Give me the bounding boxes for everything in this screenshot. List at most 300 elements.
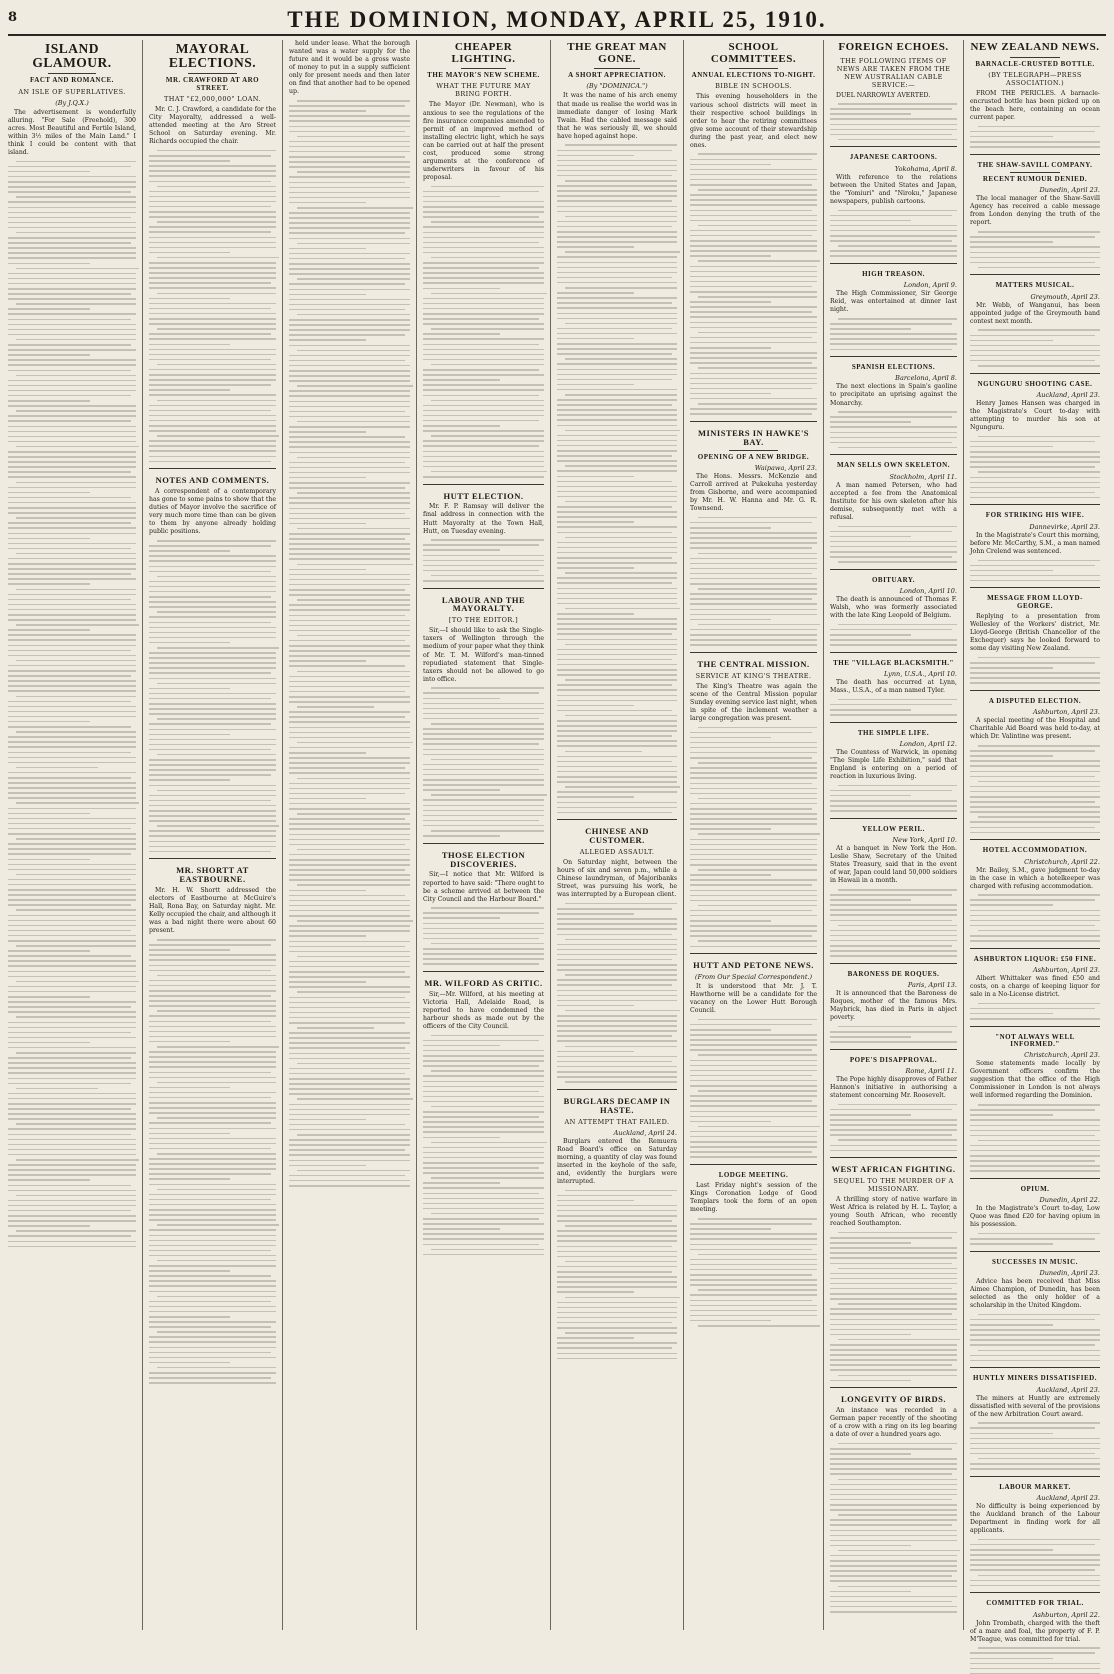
article-text-lines — [423, 1035, 544, 1256]
article-subhead: AN ISLE OF SUPERLATIVES. — [18, 87, 126, 96]
article — [830, 826, 957, 964]
article-lead-paragraph: Mr. Webb, of Wanganui, has been appointed judge of the Greymouth band contest next month. — [970, 301, 1100, 325]
article-body — [690, 473, 817, 646]
article-headline: COMMITTED FOR TRIAL. — [986, 1599, 1084, 1608]
article-body — [970, 1278, 1100, 1361]
article-kicker: BARNACLE-CRUSTED BOTTLE. — [975, 59, 1095, 68]
article-lead-paragraph: Sir,—Mr. Wilford, at his meeting at Victoria Hall, Adelaide Road, is reported to have condemned the harbour sheds as made out by the officers of the City Council. — [423, 990, 544, 1030]
article-body — [557, 859, 677, 1083]
article-dateline: Dannevirke, April 23. — [1029, 522, 1100, 531]
article — [289, 40, 410, 1187]
article — [970, 162, 1100, 276]
article-text-lines — [830, 526, 957, 563]
article-headline: NOTES AND COMMENTS. — [155, 475, 270, 486]
article-byline: (By J.Q.X.) — [55, 98, 89, 107]
article-lead-paragraph: At a banquet in New York the Hon. Leslie Shaw, Secretary of the United States Treasury, said that in the event of war, Japan could land 50,000 soldiers in Hawaii in a month. — [830, 845, 957, 885]
article-dateline: Paris, April 13. — [907, 981, 957, 990]
article-dateline: London, April 10. — [899, 587, 957, 596]
article-divider — [423, 588, 544, 589]
article-body — [830, 845, 957, 957]
article-body — [830, 482, 957, 563]
article-lead-paragraph: In the Magistrate's Court this morning, before Mr. McCarthy, S.M., a man named John Crelend was sentenced. — [970, 531, 1100, 555]
article — [970, 282, 1100, 373]
article-dateline: Ashburton, April 23. — [1032, 965, 1100, 974]
article-body — [970, 717, 1100, 833]
article-subhead: THAT "£2,000,000" LOAN. — [164, 95, 261, 104]
article-text-lines — [690, 517, 817, 646]
article-body — [830, 679, 957, 716]
article — [970, 847, 1100, 948]
article — [970, 595, 1100, 691]
column-2 — [142, 40, 282, 1630]
article-dateline: Ashburton, April 23. — [1032, 708, 1100, 717]
column-3 — [282, 40, 416, 1630]
article — [970, 381, 1100, 506]
article — [970, 698, 1100, 840]
article-headline: "NOT ALWAYS WELL INFORMED." — [995, 1032, 1075, 1048]
article-headline: A DISPUTED ELECTION. — [988, 696, 1082, 705]
headline-rule — [1010, 57, 1059, 58]
article-text-lines — [830, 1443, 957, 1613]
article-body — [970, 1395, 1100, 1470]
article-lead-paragraph: The miners at Huntly are extremely dissatisfied with several of the provisions of the new Arbitration Court award. — [970, 1394, 1100, 1418]
article-headline: SCHOOL COMMITTEES. — [710, 41, 797, 65]
column-6 — [683, 40, 823, 1630]
article-lead-paragraph: The death is announced of Thomas F. Walsh, who was formerly associated with the late King Leopold of Belgium. — [830, 596, 957, 620]
article-lead-paragraph: DUEL NARROWLY AVERTED. — [836, 91, 931, 99]
article-headline: MR. WILFORD AS CRITIC. — [424, 977, 543, 988]
article-headline: THOSE ELECTION DISCOVERIES. — [441, 849, 526, 869]
article-subhead: AN ATTEMPT THAT FAILED. — [564, 1117, 670, 1126]
article-text-lines — [149, 150, 276, 462]
article-dateline: Christchurch, April 22. — [1024, 857, 1100, 866]
article-lead-paragraph: The Hons. Messrs. McKenzie and Carroll arrived at Pukekuha yesterday from Gisborne, and were accompanied by Mr. H. W. Hanna and Mr. G. R. Townsend. — [690, 472, 817, 513]
newspaper-title: THE DOMINION, MONDAY, APRIL 25, 1910. — [287, 7, 827, 32]
article — [557, 827, 677, 1090]
article — [970, 42, 1100, 155]
article — [557, 1097, 677, 1359]
article — [970, 1484, 1100, 1594]
column-4 — [416, 40, 550, 1630]
article-dateline: Yokohama, April 8. — [894, 164, 957, 173]
article — [830, 42, 957, 147]
article-body — [830, 290, 957, 350]
article-lead-paragraph: FROM THE PERICLES. A barnacle-encrusted bottle has been picked up on the beach here, containing an ocean current paper. — [970, 89, 1100, 122]
article-dateline: London, April 9. — [903, 281, 957, 290]
article — [970, 1600, 1100, 1674]
article-divider — [557, 819, 677, 820]
article-text-lines — [149, 540, 276, 852]
article-body — [690, 93, 817, 414]
article-body — [970, 1205, 1100, 1244]
article-lead-paragraph: Burglars entered the Remuera Road Board's office on Saturday morning, a quantity of clay was found inserted in the keyhole of the safe, and, evidently the burglars were interrupted. — [557, 1137, 677, 1185]
article — [970, 956, 1100, 1027]
article-lead-paragraph: The advertisement is wonderfully alluring. "For Sale (Freehold), 300 acres. Most Beautiful and Fertile Island, within 3½ miles of the Main Land." I think I could be content with that island. — [8, 108, 136, 156]
article-lead-paragraph: Mr. H. W. Shortt addressed the electors of Eastbourne at McGuire's Hall, Rona Bay, on Saturday night. Mr. Kelly occupied the chair, and although it was a bad night there were about 60 present. — [149, 887, 276, 935]
article-body — [690, 683, 817, 947]
column-5 — [550, 40, 683, 1630]
article-divider — [830, 818, 957, 819]
article-lead-paragraph: No difficulty is being experienced by the Auckland branch of the Labour Department in finding work for all applicants. — [970, 1503, 1100, 1535]
article-divider — [970, 504, 1100, 505]
column-8 — [963, 40, 1106, 1643]
article-text-lines — [557, 903, 677, 1083]
article-text-lines — [289, 100, 410, 1186]
article-divider — [423, 843, 544, 844]
headline-rule — [461, 68, 507, 69]
article-divider — [970, 839, 1100, 840]
article-lead-paragraph: The Pope highly disapproves of Father Hannon's initiative in authorising a statement concerning Mr. Roosevelt. — [830, 1076, 957, 1100]
article — [830, 1395, 957, 1612]
headline-rule — [48, 73, 97, 74]
article-headline: NGUNGURU SHOOTING CASE. — [977, 379, 1093, 388]
column-7 — [823, 40, 963, 1630]
article-divider — [690, 652, 817, 653]
article-text-lines — [970, 126, 1100, 148]
article-dateline: Stockholm, April 11. — [889, 472, 957, 481]
article-headline: FOREIGN ECHOES. — [838, 41, 949, 53]
article-headline: OBITUARY. — [871, 575, 916, 584]
article-lead-paragraph: The King's Theatre was again the scene of the Central Mission popular Sunday evening service last night, when in spite of the inclement weather a large congregation was present. — [690, 682, 817, 722]
article-subhead: [TO THE EDITOR.] — [448, 616, 519, 625]
article-headline: BURGLARS DECAMP IN HASTE. — [563, 1095, 671, 1115]
article — [830, 660, 957, 723]
article-body — [970, 1060, 1100, 1172]
article-headline: LODGE MEETING. — [718, 1170, 789, 1179]
article-divider — [830, 1387, 957, 1388]
article-divider — [970, 1178, 1100, 1179]
article-divider — [830, 963, 957, 964]
article — [423, 851, 544, 972]
article — [830, 462, 957, 569]
article-divider — [970, 1251, 1100, 1252]
article-dateline: Greymouth, April 23. — [1030, 292, 1100, 301]
article-subhead: ALLEGED ASSAULT. — [579, 848, 655, 857]
article-body — [830, 1076, 957, 1151]
article-lead-paragraph: An instance was recorded in a German paper recently of the shooting of a crow with a ring on its leg bearing a date of over a hundred years ago. — [830, 1407, 957, 1439]
article-headline: MINISTERS IN HAWKE'S BAY. — [697, 427, 810, 447]
article-lead-paragraph: A thrilling story of native warfare in West Africa is related by H. L. Taylor, a young South African, who recently reached Southampton. — [830, 1196, 957, 1228]
article-headline: LONGEVITY OF BIRDS. — [841, 1394, 946, 1405]
article-text-lines — [970, 560, 1100, 582]
article-lead-paragraph: The next elections in Spain's gaoline to precipitate an uprising against the Monarchy. — [830, 383, 957, 407]
article-body — [289, 40, 410, 1187]
article-text-lines — [970, 436, 1100, 499]
article-headline: LABOUR MARKET. — [999, 1482, 1071, 1491]
article-headline: MATTERS MUSICAL. — [995, 281, 1075, 290]
article-body — [423, 871, 544, 964]
article — [830, 1165, 957, 1388]
article-headline: CHINESE AND CUSTOMER. — [585, 826, 649, 846]
article-body — [423, 503, 544, 581]
article-text-lines — [557, 144, 677, 813]
article-text-lines — [830, 1232, 957, 1381]
article-lead-paragraph: Advice has been received that Miss Aimee Champion, of Dunedin, has been selected as the only holder of a scholarship in the United Kingdom. — [970, 1278, 1100, 1310]
article-divider — [423, 484, 544, 485]
article-dateline: Auckland, April 23. — [1036, 1494, 1100, 1503]
article-text-lines — [970, 1003, 1100, 1020]
article-divider — [970, 690, 1100, 691]
article-body — [423, 627, 544, 836]
article-body — [557, 92, 677, 813]
article-lead-paragraph: Mr. C. J. Crawford, a candidate for the City Mayoralty, addressed a well-attended meeting at the Aro Street School on Saturday evening. Mr. Richards occupied the chair. — [149, 106, 276, 146]
article-text-lines — [830, 1104, 957, 1151]
article-text-lines — [830, 699, 957, 716]
article-text-lines — [830, 624, 957, 646]
article-lead-paragraph: In the Magistrate's Court to-day, Low Quoe was fined £20 for having opium in his possession. — [970, 1205, 1100, 1229]
article — [970, 1034, 1100, 1179]
article-headline: MR. SHORTT AT EASTBOURNE. — [176, 865, 249, 885]
article-divider — [830, 263, 957, 264]
article-divider — [970, 1367, 1100, 1368]
article — [149, 866, 276, 1383]
article-lead-paragraph: The local manager of the Shaw-Savill Agency has received a cable message from London denying the truth of the report. — [970, 195, 1100, 227]
article-text-lines — [149, 939, 276, 1384]
article-lead-paragraph: It is announced that the Baroness de Roques, mother of the famous Mrs. Maybrick, has died in Paris in abject poverty. — [830, 990, 957, 1022]
article-lead-paragraph: A correspondent of a contemporary has gone to some pains to show that the duties of Mayor involve the sacrifice of very much more time than can be given to them by anyone already holding public positions. — [149, 488, 276, 536]
article-lead-paragraph: This evening householders in the various school districts will meet in their respective school buildings in order to hear the retiring committees give some account of their stewardship during the past year, and elect new ones. — [690, 93, 817, 149]
article-lead-paragraph: John Trombath, charged with the theft of a mare and foal, the property of F. P. M'Teague, was committed for trial. — [970, 1619, 1100, 1643]
article-body — [830, 749, 957, 812]
article-dateline: Rome, April 11. — [905, 1067, 957, 1076]
article-lead-paragraph: The Countess of Warwick, in opening "The Simple Life Exhibition," said that England is entering on a period of reaction in luxurious living. — [830, 748, 957, 781]
article-text-lines — [423, 186, 544, 478]
article-body — [830, 1196, 957, 1381]
article-dateline: Dunedin, April 23. — [1039, 186, 1100, 195]
article-dateline: Lynn, U.S.A., April 10. — [883, 670, 957, 679]
masthead — [8, 6, 1106, 36]
article-divider — [970, 373, 1100, 374]
article-lead-paragraph: Replying to a presentation from Wellesley of the Workers' district, Mr. Lloyd-George (British Chancellor of the Exchequer) says he looked forward to some day visiting New Zealand. — [970, 613, 1100, 653]
article — [690, 429, 817, 653]
article — [690, 660, 817, 954]
article — [970, 1259, 1100, 1369]
article — [8, 42, 136, 1247]
article-lead-paragraph: Henry James Hansen was charged in the Magistrate's Court to-day with attempting to murder his son at Ngunguru. — [970, 399, 1100, 432]
article-headline: JAPANESE CARTOONS. — [849, 153, 938, 162]
article-body — [830, 92, 957, 141]
article-text-lines — [423, 539, 544, 581]
article-divider — [690, 1164, 817, 1165]
article-kicker: ANNUAL ELECTIONS TO-NIGHT. — [691, 71, 816, 80]
article-lead-paragraph: held under lease. What the borough wanted was a water supply for the future and it would be a gross waste of money to put in a supply sufficient only for present needs and then later on find that another had to be opened up. — [289, 40, 410, 96]
article-divider — [149, 858, 276, 859]
article-headline: SPANISH ELECTIONS. — [851, 363, 936, 372]
article-text-lines — [970, 894, 1100, 941]
article-text-lines — [970, 657, 1100, 684]
article-lead-paragraph: Mr. Bailey, S.M., gave judgment to-day in the case in which a hotelkeeper was charged with refusing accommodation. — [970, 866, 1100, 890]
article-dateline: Dunedin, April 23. — [1039, 1269, 1100, 1278]
article-text-lines — [690, 153, 817, 414]
article-dateline: Ashburton, April 22. — [1032, 1610, 1100, 1619]
article — [557, 42, 677, 820]
article-text-lines — [830, 318, 957, 350]
article-headline: NEW ZEALAND NEWS. — [970, 41, 1100, 53]
article-divider — [830, 652, 957, 653]
article-headline: MAN SELLS OWN SKELETON. — [837, 461, 950, 470]
article-divider — [830, 1157, 957, 1158]
article-text-lines — [423, 687, 544, 836]
article — [149, 476, 276, 859]
article-dateline: Barcelona, April 8. — [895, 374, 957, 383]
article-headline: THE SIMPLE LIFE. — [857, 728, 930, 737]
article-body — [690, 1182, 817, 1326]
article-byline: (By "DOMINICA.") — [586, 82, 648, 91]
article-subhead: WHAT THE FUTURE MAY BRING FORTH. — [436, 82, 531, 99]
article-subhead: (BY TELEGRAPH—PRESS ASSOCIATION.) — [988, 70, 1082, 87]
article-body — [970, 1503, 1100, 1586]
article-text-lines — [8, 161, 136, 1247]
article — [830, 154, 957, 264]
headline-rule — [729, 450, 777, 451]
article — [970, 1375, 1100, 1476]
article-headline: MAYORAL ELECTIONS. — [168, 41, 257, 71]
article-headline: THE "VILLAGE BLACKSMITH." — [833, 658, 954, 667]
article-text-lines — [970, 1104, 1100, 1172]
article — [690, 42, 817, 422]
article-text-lines — [557, 1190, 677, 1360]
article-headline: HUTT AND PETONE NEWS. — [693, 960, 814, 971]
article — [830, 971, 957, 1050]
article-body — [970, 867, 1100, 942]
article-kicker: A SHORT APPRECIATION. — [568, 71, 666, 80]
headline-rule — [594, 68, 640, 69]
article-text-lines — [830, 785, 957, 812]
article-kicker: FACT AND ROMANCE. — [30, 76, 114, 85]
article-headline: FOR STRIKING HIS WIFE. — [985, 511, 1085, 520]
article-dateline: Dunedin, April 22. — [1039, 1196, 1100, 1205]
article-body — [970, 975, 1100, 1020]
article-body — [970, 532, 1100, 582]
article-body — [423, 991, 544, 1255]
article-lead-paragraph: Sir,—I notice that Mr. Wilford is reported to have said: "There ought to be a scheme arrived at between the City Council and the Harbour Board." — [423, 871, 544, 903]
article-lead-paragraph: A man named Petersen, who had accepted a fee from the Anatomical Institute for his own skeleton after his demise, subsequently met with a refusal. — [830, 481, 957, 521]
article-divider — [690, 421, 817, 422]
article-lead-paragraph: Sir,—I should like to ask the Single-taxers of Wellington through the medium of your paper what they think of Mr. T. M. Wilford's man-tinned repudiated statement that Single-taxers should not be allowed to go into office. — [423, 627, 544, 683]
article-body — [970, 195, 1100, 268]
article-text-lines — [830, 1026, 957, 1043]
article-dateline: London, April 12. — [899, 739, 957, 748]
article-kicker: OPENING OF A NEW BRIDGE. — [697, 452, 810, 461]
article-divider — [970, 274, 1100, 275]
article-subhead: SEQUEL TO THE MURDER OF A MISSIONARY. — [833, 1177, 954, 1194]
article-headline: YELLOW PERIL. — [862, 824, 925, 833]
article-lead-paragraph: On Saturday night, between the hours of six and seven p.m., while a Chinese laundryman, of Majoribanks Street, was pursuing his work, he was interrupted by a European client. — [557, 859, 677, 899]
article-body — [970, 613, 1100, 684]
article-lead-paragraph: It is understood that Mr. J. T. Hawthorne will be a candidate for the vacancy on the Lower Hutt Borough Council. — [690, 982, 817, 1015]
article-body — [423, 101, 544, 477]
article-body — [690, 983, 817, 1158]
article-body — [970, 1620, 1100, 1674]
article-headline: BARONESS DE ROQUES. — [847, 969, 940, 978]
article — [830, 271, 957, 357]
article-text-lines — [830, 103, 957, 140]
article — [690, 1172, 817, 1327]
article-body — [830, 990, 957, 1043]
article-dateline: Christchurch, April 23. — [1024, 1051, 1100, 1060]
article — [970, 512, 1100, 588]
article-text-lines — [830, 210, 957, 257]
article-divider — [970, 1476, 1100, 1477]
article-kicker: THE MAYOR'S NEW SCHEME. — [427, 71, 540, 80]
article-subhead: BIBLE IN SCHOOLS. — [715, 82, 792, 91]
article-headline: HOTEL ACCOMMODATION. — [982, 846, 1088, 855]
article-headline: LABOUR AND THE MAYORALTY. — [441, 594, 526, 614]
article-divider — [830, 454, 957, 455]
article-lead-paragraph: Mr. F. P. Ramsay will deliver the final address in connection with the Hutt Mayoralty at the Town Hall, Hutt, on Tuesday evening. — [423, 503, 544, 535]
article-divider — [423, 971, 544, 972]
article-divider — [149, 468, 276, 469]
headline-rule — [188, 73, 236, 74]
article-lead-paragraph: With reference to the relations between the United States and Japan, the "Yomiuri" and "Niroku," Japanese newspapers, publish cartoons. — [830, 173, 957, 205]
article-body — [830, 596, 957, 646]
article-dateline: Auckland, April 23. — [1036, 1385, 1100, 1394]
article-headline: OPIUM. — [1020, 1184, 1050, 1193]
headline-rule — [729, 68, 777, 69]
article-text-lines — [690, 727, 817, 948]
article-divider — [830, 722, 957, 723]
article — [830, 364, 957, 455]
article — [830, 730, 957, 819]
article-body — [970, 400, 1100, 498]
article-text-lines — [970, 1539, 1100, 1586]
article-body — [970, 90, 1100, 148]
article — [423, 596, 544, 844]
headline-rule — [1010, 172, 1059, 173]
article-headline: HUTT ELECTION. — [443, 490, 524, 501]
article-kicker: MR. CRAWFORD AT ARO STREET. — [165, 76, 260, 92]
article-divider — [970, 1592, 1100, 1593]
article-text-lines — [690, 1019, 817, 1158]
article-body — [149, 887, 276, 1384]
article-body — [830, 174, 957, 257]
article-text-lines — [970, 1233, 1100, 1245]
article-text-lines — [970, 329, 1100, 366]
article-divider — [970, 948, 1100, 949]
article-lead-paragraph: Last Friday night's session of the Kings Coronation Lodge of Good Templars took the form of an open meeting. — [690, 1182, 817, 1214]
article-headline: MESSAGE FROM LLOYD-GEORGE. — [987, 594, 1083, 610]
article-headline: THE SHAW-SAVILL COMPANY. — [977, 160, 1093, 169]
article-text-lines — [970, 1647, 1100, 1674]
newspaper-columns — [8, 40, 1106, 1643]
article-divider — [830, 1049, 957, 1050]
article-headline: HIGH TREASON. — [862, 269, 925, 278]
article-headline: POPE'S DISAPPROVAL. — [849, 1055, 938, 1064]
article-text-lines — [970, 231, 1100, 268]
article-headline: HUNTLY MINERS DISSATISFIED. — [973, 1374, 1097, 1383]
article — [970, 1186, 1100, 1252]
article-dateline: New York, April 10. — [892, 836, 957, 845]
article-headline: THE GREAT MAN GONE. — [567, 41, 667, 65]
article-divider — [557, 1089, 677, 1090]
page-number: 8 — [8, 10, 18, 25]
article-divider — [830, 356, 957, 357]
article-dateline: Waipawa, April 23. — [754, 463, 817, 472]
article-subhead: THE FOLLOWING ITEMS OF NEWS ARE TAKEN FROM THE NEW AUSTRALIAN CABLE SERVICE:— — [836, 56, 951, 89]
article-body — [149, 488, 276, 852]
article-lead-paragraph: Albert Whittaker was fined £50 and costs, on a charge of keeping liquor for sale in a No-License district. — [970, 974, 1100, 999]
article-text-lines — [423, 907, 544, 965]
article-body — [149, 106, 276, 462]
article-divider — [830, 146, 957, 147]
article-text-lines — [970, 1314, 1100, 1361]
article-lead-paragraph: The death has occurred at Lynn, Mass., U.S.A., of a man named Tyler. — [830, 679, 957, 695]
article — [690, 961, 817, 1165]
article-lead-paragraph: The High Commissioner, Sir George Reid, was entertained at dinner last night. — [830, 290, 957, 314]
article-divider — [970, 587, 1100, 588]
article — [423, 492, 544, 589]
article-subhead: SERVICE AT KING'S THEATRE. — [695, 671, 812, 680]
